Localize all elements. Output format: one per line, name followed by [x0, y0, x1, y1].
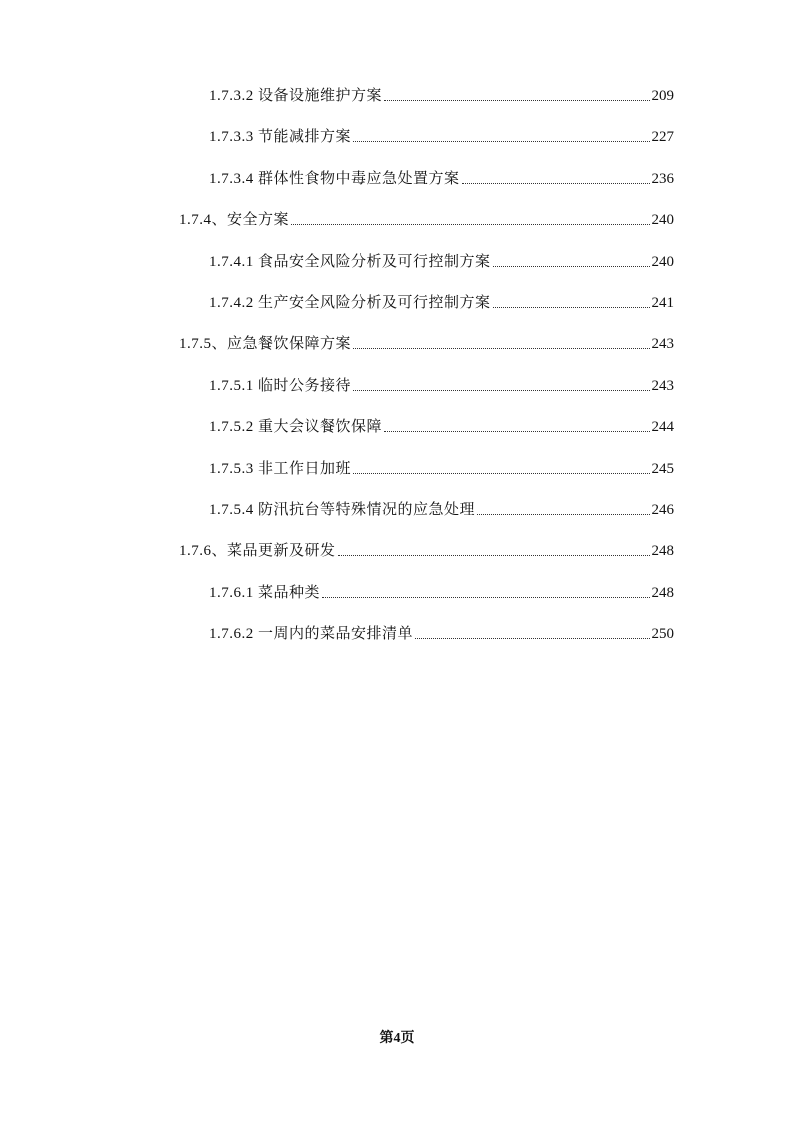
dot-leader [353, 389, 649, 391]
toc-entry[interactable] [179, 333, 674, 355]
toc-entry[interactable] [209, 623, 674, 645]
dot-leader [353, 140, 649, 142]
toc-entry-title: 1.7.5.3 非工作日加班 [209, 460, 352, 477]
dot-leader [493, 265, 650, 267]
toc-entry[interactable] [179, 540, 674, 562]
toc-entry-title: 1.7.4.2 生产安全风险分析及可行控制方案 [209, 295, 491, 311]
toc-entry-title: 1.7.3.4 群体性食物中毒应急处置方案 [209, 170, 460, 187]
toc-entry[interactable] [209, 582, 674, 604]
toc-entry-page: 209 [651, 88, 674, 104]
toc-entry-page: 248 [651, 584, 674, 601]
toc-entry-page: 227 [651, 129, 674, 146]
toc-entry[interactable] [209, 251, 674, 273]
toc-entry-page: 236 [651, 170, 674, 187]
toc-entry[interactable] [179, 209, 674, 231]
dot-leader [493, 306, 650, 308]
toc-entry-title: 1.7.3.3 节能减排方案 [209, 129, 352, 146]
toc-entry-title: 1.7.4.1 食品安全风险分析及可行控制方案 [209, 253, 491, 270]
toc-entry[interactable] [209, 499, 674, 521]
toc-entry[interactable] [209, 458, 674, 480]
toc-entry-title: 1.7.6、菜品更新及研发 [179, 543, 336, 560]
toc-entry-page: 248 [651, 543, 674, 560]
dot-leader [462, 182, 650, 184]
toc-entry-title: 1.7.6.2 一周内的菜品安排清单 [209, 626, 414, 643]
toc-entry-page: 241 [651, 295, 674, 311]
dot-leader [384, 430, 649, 432]
toc-entry-title: 1.7.5、应急餐饮保障方案 [179, 336, 352, 353]
toc-entry[interactable] [209, 375, 674, 397]
toc-entry[interactable] [209, 168, 674, 190]
toc-entry-title: 1.7.5.1 临时公务接待 [209, 377, 352, 394]
toc-entry[interactable] [209, 416, 674, 438]
toc-entry-page: 243 [651, 336, 674, 353]
toc-entry-title: 1.7.5.2 重大会议餐饮保障 [209, 419, 383, 436]
dot-leader [291, 223, 649, 225]
toc-entry-page: 250 [651, 626, 674, 643]
toc-entry-page: 240 [651, 253, 674, 270]
toc-entry[interactable] [209, 126, 674, 148]
dot-leader [353, 472, 649, 474]
toc-entry-title: 1.7.4、安全方案 [179, 212, 290, 229]
page-number: 第4页 [379, 1031, 415, 1046]
toc-entry-title: 1.7.5.4 防汛抗台等特殊情况的应急处理 [209, 502, 476, 518]
dot-leader [353, 347, 649, 349]
toc-entry-title: 1.7.3.2 设备设施维护方案 [209, 88, 383, 104]
toc-entry-page: 246 [651, 502, 674, 518]
dot-leader [322, 596, 649, 598]
toc-entry[interactable] [209, 85, 674, 107]
toc-entry-page: 243 [651, 377, 674, 394]
dot-leader [338, 554, 650, 556]
dot-leader [477, 513, 649, 515]
toc-entry[interactable] [209, 292, 674, 314]
dot-leader [384, 99, 649, 101]
toc-entry-page: 240 [651, 212, 674, 229]
toc-entry-page: 244 [651, 419, 674, 436]
toc-entry-title: 1.7.6.1 菜品种类 [209, 584, 321, 601]
dot-leader [415, 637, 649, 639]
toc-entry-page: 245 [651, 460, 674, 477]
